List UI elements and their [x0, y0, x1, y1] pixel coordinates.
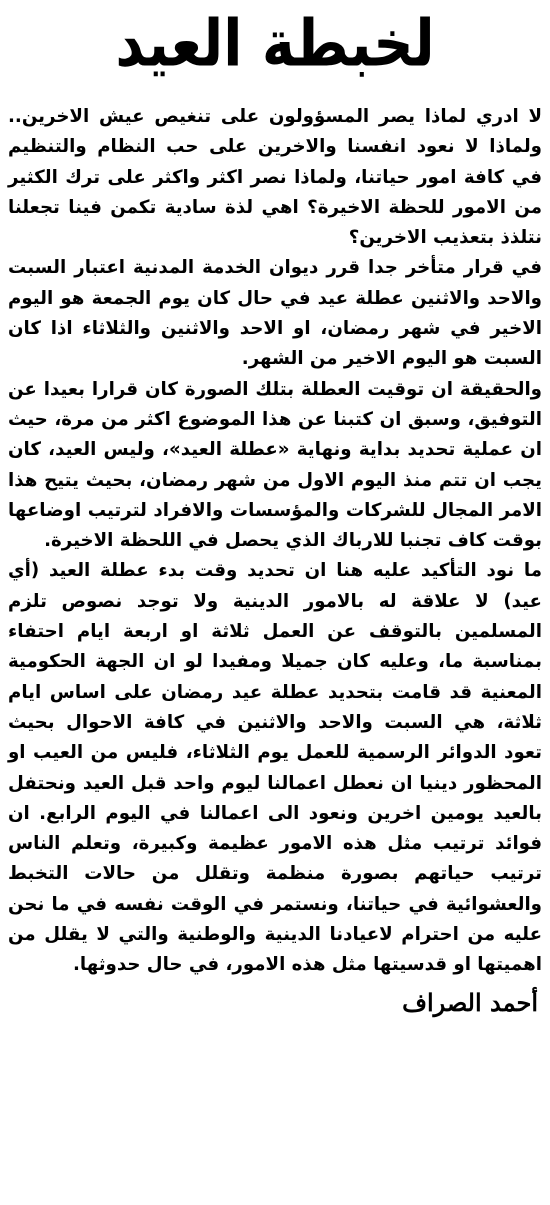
paragraph-1: لا ادري لماذا يصر المسؤولون على تنغيص عيش الاخرين.. ولماذا لا نعود انفسنا والاخرين على حب النظام والتنظيم في كافة امور حياتنا، ولماذا نصر اكثر واكثر على ترك الكثير من الامور للحظة الاخيرة؟ اهي لذة سادية تكمن فينا تجعلنا نتلذذ بتعذيب الاخرين؟ — [8, 106, 542, 249]
paragraph-4: ما نود التأكيد عليه هنا ان تحديد وقت بدء عطلة العيد (أي عيد) لا علاقة له بالامور الدينية ولا توجد نصوص تلزم المسلمين بالتوقف عن العمل ثلاثة او اربعة ايام احتفاء بمناسبة ما، وعليه كان جميلا ومفيدا لو ان الجهة الحكومية المعنية قد قامت بتحديد عطلة عيد رمضان على اساس ايام ثلاثة، هي السبت والاحد والاثنين في كافة الاحوال بحيث تعود الدوائر الرسمية للعمل يوم الثلاثاء، فليس من العيب او المحظور دينيا ان نعطل اعمالنا ليوم واحد قبل العيد ونحتفل بالعيد يومين اخرين ونعود الى اعمالنا في اليوم الرابع. ان فوائد ترتيب مثل هذه الامور عظيمة وكبيرة، وتعلم الناس ترتيب حياتهم بصورة منظمة وتقلل من حالات التخبط والعشوائية في حياتنا، ونستمر في الوقت نفسه في ما نحن عليه من احترام لاعيادنا الدينية والوطنية والتي لا يقلل من اهميتها او قدسيتها مثل هذه الامور، في حال حدوثها. — [8, 560, 542, 976]
paragraph-2: في قرار متأخر جدا قرر ديوان الخدمة المدنية اعتبار السبت والاحد والاثنين عطلة عيد في حال كان يوم الجمعة هو اليوم الاخير في شهر رمضان، او الاحد والاثنين والثلاثاء اذا كان السبت هو اليوم الاخير من الشهر. — [8, 257, 542, 370]
headline: لخبطة العيد — [115, 7, 435, 82]
article-body — [8, 90, 542, 981]
paragraph-3: والحقيقة ان توقيت العطلة بتلك الصورة كان قرارا بعيدا عن التوفيق، وسبق ان كتبنا عن هذا الموضوع اكثر من مرة، حيث ان عملية تحديد بداية ونهاية «عطلة العيد»، وليس العيد، كان يجب ان تتم منذ اليوم الاول من شهر رمضان، بحيث يتيح هذا الامر المجال للشركات والمؤسسات والافراد لترتيب اوضاعها بوقت كاف تجنبا للارباك الذي يحصل في اللحظة الاخيرة. — [8, 378, 542, 552]
author-byline: أحمد الصراف — [402, 987, 538, 1017]
